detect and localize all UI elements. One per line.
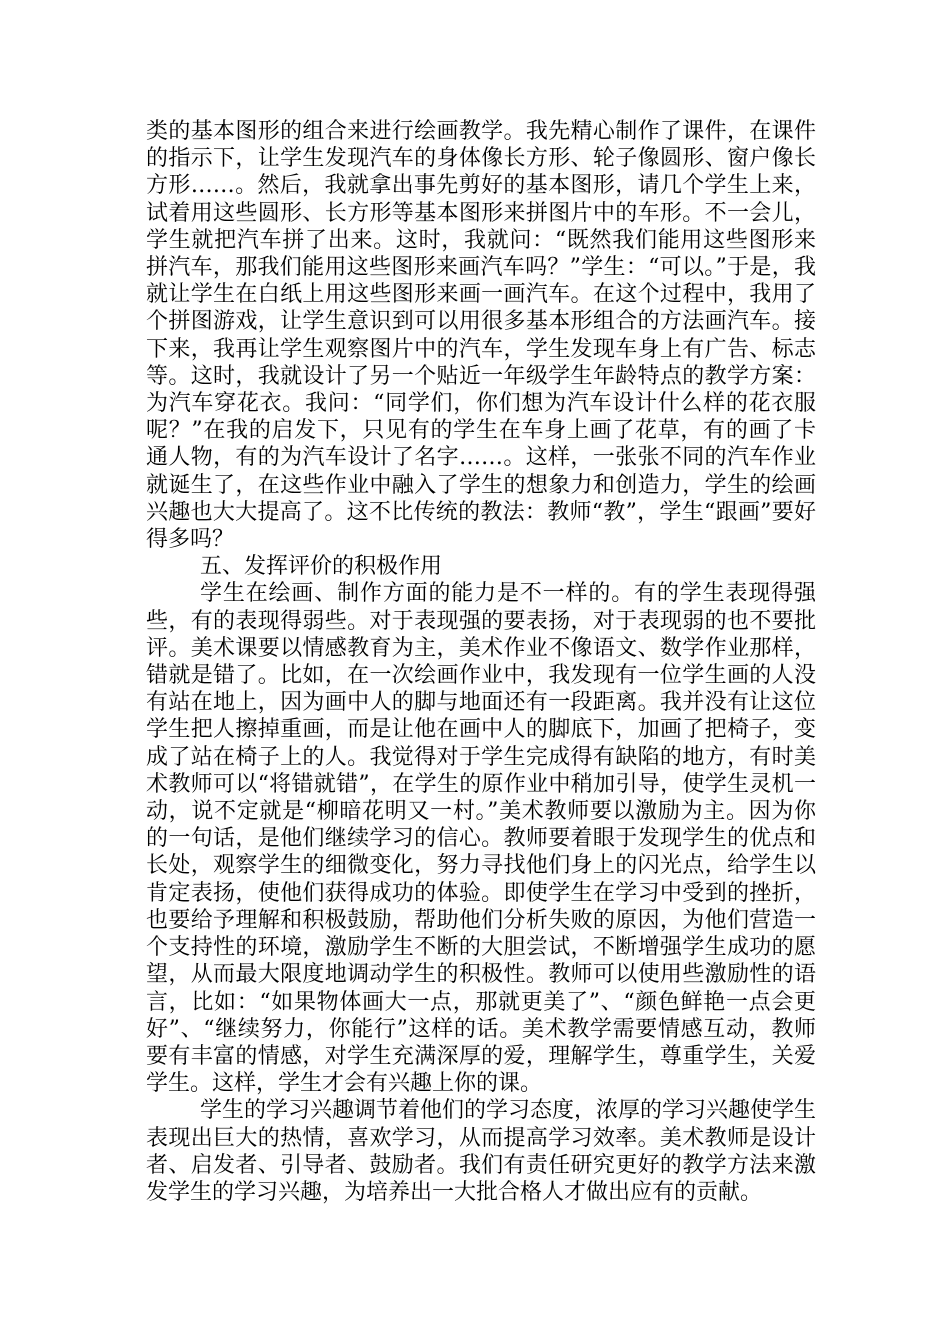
paragraph-conclusion: 学生的学习兴趣调节着他们的学习态度，浓厚的学习兴趣使学生表现出巨大的热情，喜欢学习，从而提高学习效率。美术教师是设计者、启发者、引导者、鼓励者。我们有责任研究更好的教学方法来激发学生的学习兴趣，为培养出一大批合格人才做出应有的贡献。	[146, 1098, 817, 1205]
document-page	[146, 118, 816, 1206]
paragraph-evaluation: 学生在绘画、制作方面的能力是不一样的。有的学生表现得强些，有的表现得弱些。对于表现强的要表扬，对于表现弱的也不要批评。美术课要以情感教育为主，美术作业不像语文、数学作业那样，错就是错了。比如，在一次绘画作业中，我发现有一位学生画的人没有站在地上，因为画中人的脚与地面还有一段距离。我并没有让这位学生把人擦掉重画，而是让他在画中人的脚底下，加画了把椅子，变成了站在椅子上的人。我觉得对于学生完成得有缺陷的地方，有时美术教师可以“将错就错”，在学生的原作业中稍加引导，使学生灵机一动，说不定就是“柳暗花明又一村。”美术教师要以激励为主。因为你的一句话，是他们继续学习的信心。教师要着眼于发现学生的优点和长处，观察学生的细微变化，努力寻找他们身上的闪光点，给学生以肯定表扬，使他们获得成功的体验。即使学生在学习中受到的挫折，也要给予理解和积极鼓励，帮助他们分析失败的原因，为他们营造一个支持性的环境，激励学生不断的大胆尝试，不断增强学生成功的愿望，从而最大限度地调动学生的积极性。教师可以使用些激励性的语言，比如：“如果物体画大一点，那就更美了”、“颜色鲜艳一点会更好”、“继续努力，你能行”这样的话。美术教学需要情感互动，教师要有丰富的情感，对学生充满深厚的爱，理解学生，尊重学生，关爱学生。这样，学生才会有兴趣上你的课。	[146, 581, 816, 1097]
paragraph-continuation: 类的基本图形的组合来进行绘画教学。我先精心制作了课件，在课件的指示下，让学生发现汽车的身体像长方形、轮子像圆形、窗户像长方形……。然后，我就拿出事先剪好的基本图形，请几个学生上来，试着用这些圆形、长方形等基本图形来拼图片中的车形。不一会儿，学生就把汽车拼了出来。这时，我就问：“既然我们能用这些图形来拼汽车，那我们能用这些图形来画汽车吗？”学生：“可以。”于是，我就让学生在白纸上用这些图形来画一画汽车。在这个过程中，我用了个拼图游戏，让学生意识到可以用很多基本形组合的方法画汽车。接下来，我再让学生观察图片中的汽车，学生发现车身上有广告、标志等。这时，我就设计了另一个贴近一年级学生年龄特点的教学方案：为汽车穿花衣。我问：“同学们，你们想为汽车设计什么样的花衣服呢？”在我的启发下，只见有的学生在车身上画了花草，有的画了卡通人物，有的为汽车设计了名字……。这样，一张张不同的汽车作业就诞生了，在这些作业中融入了学生的想象力和创造力，学生的绘画兴趣也大大提高了。这不比传统的教法：教师“教”，学生“跟画”要好得多吗？	[146, 119, 816, 553]
section-heading: 五、发挥评价的积极作用	[200, 554, 443, 580]
